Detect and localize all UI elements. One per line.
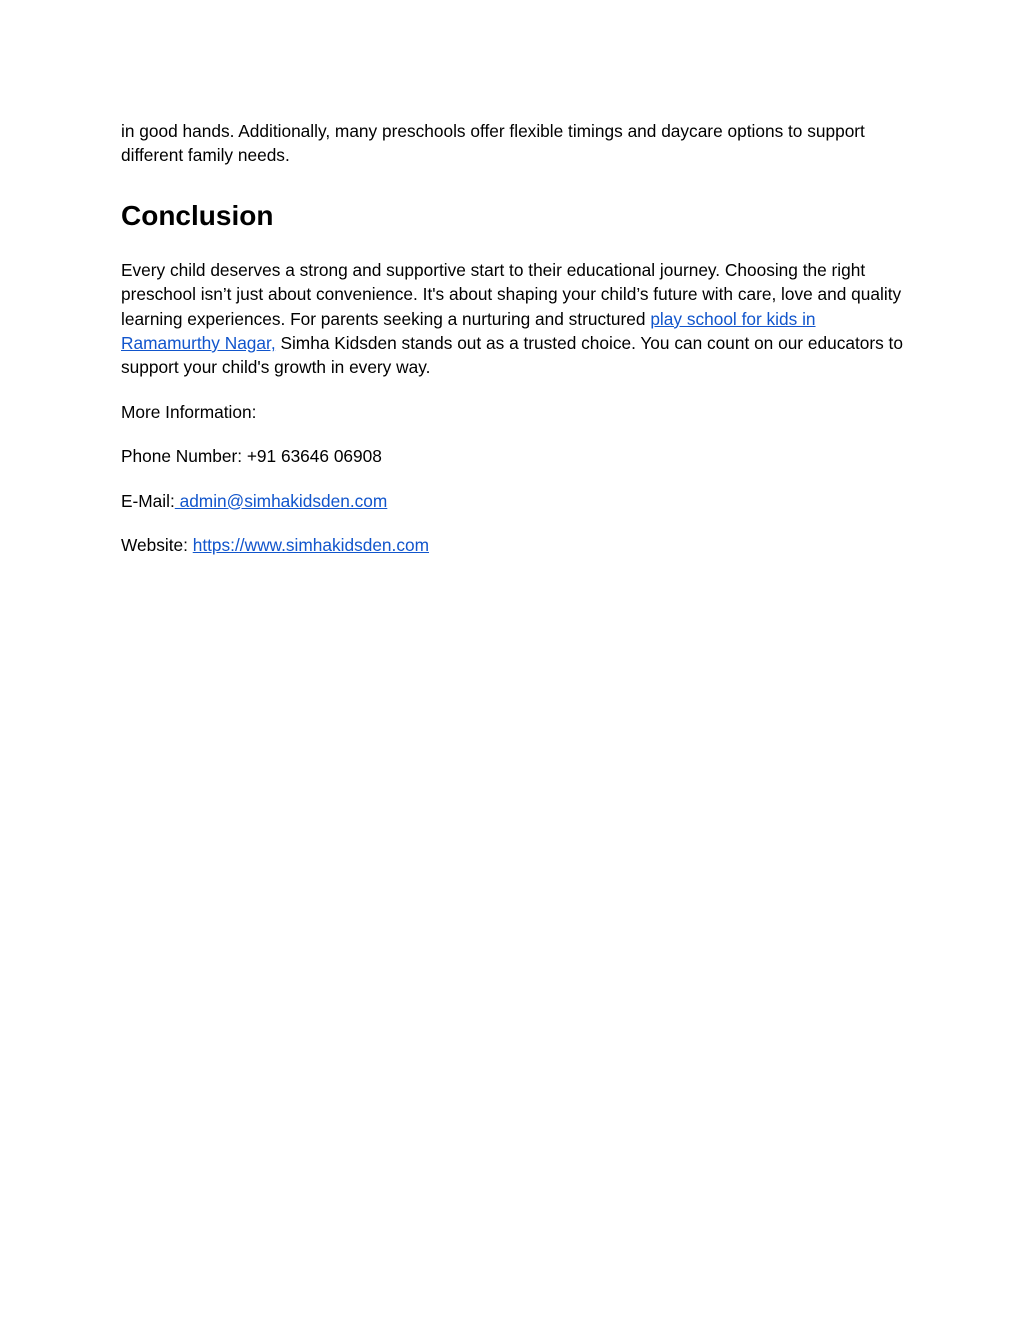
conclusion-paragraph [121,258,911,380]
phone-label: Phone Number: [121,446,247,467]
conclusion-heading: Conclusion [121,199,274,231]
website-label: Website: [121,535,193,556]
more-information-label: More Information: [121,401,257,422]
email-line [121,489,911,513]
website-link[interactable]: https://www.simhakidsden.com [192,535,429,556]
document-page [121,119,911,557]
email-link[interactable]: admin@simhakidsden.com [174,490,388,511]
intro-paragraph: in good hands. Additionally, many preschools offer flexible timings and daycare options to support different family needs. [121,121,865,166]
phone-value: +91 63646 06908 [246,446,382,467]
phone-line [121,444,911,468]
conclusion-text-after-link: Simha Kidsden stands out as a trusted choice. You can count on our educators to support your child's growth in every way. [121,333,903,378]
conclusion-text-before-link: Every child deserves a strong and supportive start to their educational journey. Choosing the right preschool isn’t just about convenience. It's about shaping your child’s future with care, love and quality learning experiences. For parents seeking a nurturing and structured [121,259,902,329]
email-label: E-Mail: [121,490,175,511]
website-line [121,533,911,557]
play-school-link[interactable]: play school for kids in Ramamurthy Nagar, [121,308,816,354]
